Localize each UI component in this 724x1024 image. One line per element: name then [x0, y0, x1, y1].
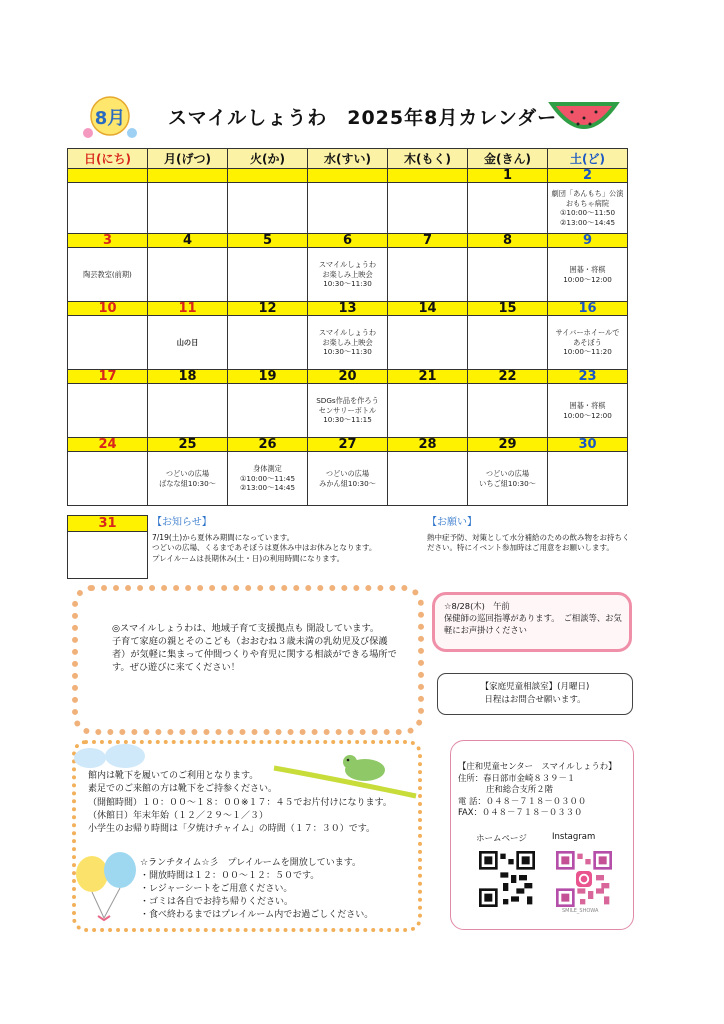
- event-cell: [68, 452, 148, 506]
- info-line: （休館日）年末年始（１２／２９～１／３）: [88, 810, 269, 821]
- page-title: スマイルしょうわ 2025年8月カレンダー: [168, 107, 558, 129]
- date-cell: 30: [548, 438, 628, 452]
- event-cell: サイバーホイールで あそぼう 10:00～11:20: [548, 316, 628, 370]
- center-tel: 電 話：０４８－７１８－０３００: [458, 795, 587, 806]
- notice-section: [152, 518, 422, 564]
- event-cell: [68, 316, 148, 370]
- weekday-sun: 日(にち): [68, 149, 148, 169]
- date-cell: [148, 169, 228, 183]
- info-line: 館内は靴下を履いてのご利用となります。: [88, 771, 259, 781]
- event-cell: 囲碁・将棋 10:00～12:00: [548, 248, 628, 302]
- weekday-tue: 火(か): [228, 149, 308, 169]
- date-cell: 28: [388, 438, 468, 452]
- event-cell: 陶芸教室(前期): [68, 248, 148, 302]
- weekday-wed: 水(すい): [308, 149, 388, 169]
- date-cell: 23: [548, 370, 628, 384]
- date-cell: [228, 169, 308, 183]
- date-cell: 19: [228, 370, 308, 384]
- event-cell: [148, 248, 228, 302]
- date-cell: 20: [308, 370, 388, 384]
- event-cell: [468, 384, 548, 438]
- date-cell: 5: [228, 234, 308, 248]
- lunch-item: ・レジャーシートをご用意ください。: [140, 884, 293, 894]
- facility-info: [88, 770, 418, 836]
- weekday-mon: 月(げつ): [148, 149, 228, 169]
- event-cell: [228, 183, 308, 234]
- badge-text: 8月: [94, 108, 126, 129]
- week-1-dates: [68, 169, 628, 183]
- center-address: 住所：春日部市金崎８３９－１: [458, 772, 576, 783]
- event-cell: つどいの広場 みかん組10:30～: [308, 452, 388, 506]
- event-cell: スマイルしょうわ お楽しみ上映会 10:30～11:30: [308, 316, 388, 370]
- event-cell: [388, 316, 468, 370]
- week-2-dates: [68, 234, 628, 248]
- date-cell: 17: [68, 370, 148, 384]
- event-cell: SDGs作品を作ろう センサリーボトル 10:30～11:15: [308, 384, 388, 438]
- holiday-label: 山の日: [148, 316, 228, 370]
- center-contact: [458, 761, 634, 819]
- date-cell: 22: [468, 370, 548, 384]
- date-cell: 1: [468, 169, 548, 183]
- info-line: 小学生のお帰り時間は「夕焼けチャイム」の時間（１７：３０）です。: [88, 824, 376, 835]
- date-cell: 21: [388, 370, 468, 384]
- date-cell: 9: [548, 234, 628, 248]
- date-31-cell: [67, 515, 148, 579]
- date-cell: 2: [548, 169, 628, 183]
- notice-line: つどいの広場、くるまであそぼうは夏休み中はお休みとなります。: [152, 543, 377, 552]
- week-1-events: [68, 183, 628, 234]
- weekday-sat: 土(ど): [548, 149, 628, 169]
- homepage-label: ホームページ: [476, 834, 527, 844]
- balloons-icon: [70, 850, 150, 930]
- consultation-title: 【家庭児童相談室】(月曜日): [480, 682, 590, 692]
- info-line: （開館時間）１０：００～１８：００※１７：４５でお片付けになります。: [88, 797, 392, 808]
- event-cell: [468, 183, 548, 234]
- date-cell: [308, 169, 388, 183]
- event-cell: [548, 452, 628, 506]
- week-5-dates: [68, 438, 628, 452]
- request-text: 熱中症予防、対策として水分補給のための飲み物をお持ちください。特にイベント参加時はご用意をお願いします。: [427, 532, 630, 552]
- date-cell: 13: [308, 302, 388, 316]
- center-address-2: 庄和総合支所２階: [486, 784, 553, 794]
- date-cell: 24: [68, 438, 148, 452]
- date-cell: 27: [308, 438, 388, 452]
- about-line: ◎スマイルしょうわは、地域子育て支援拠点も 開設しています。: [112, 623, 380, 634]
- weekday-header-row: [68, 149, 628, 169]
- event-cell: [68, 183, 148, 234]
- event-cell: [388, 384, 468, 438]
- date-cell: [388, 169, 468, 183]
- weekday-fri: 金(きん): [468, 149, 548, 169]
- lunch-title: ☆ランチタイム☆彡 プレイルームを開放しています。: [140, 858, 361, 868]
- event-cell: [68, 384, 148, 438]
- date-cell: 7: [388, 234, 468, 248]
- consultation-note: 日程はお問合せ願います。: [484, 695, 586, 705]
- event-cell: [228, 316, 308, 370]
- about-text: [112, 622, 397, 674]
- event-cell: [148, 183, 228, 234]
- event-cell: [308, 183, 388, 234]
- request-heading: 【お願い】: [427, 517, 477, 528]
- event-cell: [228, 384, 308, 438]
- notice-heading: 【お知らせ】: [152, 517, 212, 528]
- center-fax: FAX：０４８－７１８－０３３０: [458, 807, 583, 817]
- event-cell: 囲碁・将棋 10:00～12:00: [548, 384, 628, 438]
- week-4-dates: [68, 370, 628, 384]
- event-cell: つどいの広場 ばなな組10:30～: [148, 452, 228, 506]
- date-31-number: 31: [68, 516, 147, 532]
- event-cell: 身体測定 ①10:00～11:45 ②13:00～14:45: [228, 452, 308, 506]
- health-text: 保健師の巡回指導があります。 ご相談等、お気軽にお声掛けください: [444, 613, 622, 635]
- week-3-dates: [68, 302, 628, 316]
- event-cell: [388, 452, 468, 506]
- instagram-qr-code[interactable]: [556, 851, 612, 907]
- notice-line: プレイルームは長期休み(土・日)の利用時間になります。: [152, 553, 345, 563]
- weekday-thu: 木(もく): [388, 149, 468, 169]
- date-cell-holiday: 11: [148, 302, 228, 316]
- event-cell: [388, 248, 468, 302]
- event-cell: [468, 248, 548, 302]
- lunch-time-section: [140, 857, 420, 922]
- health-notice: [444, 600, 630, 636]
- august-badge-illustration: [80, 95, 140, 141]
- date-cell: 14: [388, 302, 468, 316]
- date-cell: 15: [468, 302, 548, 316]
- consultation-box: [437, 673, 633, 715]
- week-2-events: [68, 248, 628, 302]
- date-cell: 29: [468, 438, 548, 452]
- date-cell: [68, 169, 148, 183]
- week-5-events: [68, 452, 628, 506]
- date-cell: 10: [68, 302, 148, 316]
- week-3-events: [68, 316, 628, 370]
- info-line: 素足でのご来館の方は靴下をご持参ください。: [88, 784, 278, 795]
- date-cell: 8: [468, 234, 548, 248]
- week-4-events: [68, 384, 628, 438]
- date-cell: 4: [148, 234, 228, 248]
- date-cell: 3: [68, 234, 148, 248]
- event-cell: 劇団「あんもち」公演 おもちゃ病院 ①10:00～11:50 ②13:00～14:45: [548, 183, 628, 234]
- homepage-qr-code[interactable]: [479, 851, 535, 907]
- date-cell: 25: [148, 438, 228, 452]
- date-cell: 16: [548, 302, 628, 316]
- date-cell: 18: [148, 370, 228, 384]
- event-cell: つどいの広場 いちご組10:30～: [468, 452, 548, 506]
- event-cell: [228, 248, 308, 302]
- health-date: ☆8/28(木) 午前: [444, 601, 510, 611]
- date-cell: 12: [228, 302, 308, 316]
- event-cell: [148, 384, 228, 438]
- event-cell: スマイルしょうわ お楽しみ上映会 10:30～11:30: [308, 248, 388, 302]
- instagram-handle: SMILE_SHOWA: [562, 908, 599, 914]
- august-calendar: [67, 148, 628, 580]
- lunch-item: ・開放時間は１２：００～１２：５０です。: [140, 871, 320, 881]
- request-section: [427, 518, 633, 554]
- about-line: 子育て家庭の親とそのこども（おおむね３歳未満の乳幼児及び保護者）が気軽に集まって仲間つくりや育児に関する相談ができる場所です。ぜひ遊びに来てください！: [112, 636, 397, 673]
- notice-line: 7/19(土)から夏休み期間になっています。: [152, 532, 295, 542]
- date-cell: 6: [308, 234, 388, 248]
- center-name: 【庄和児童センター スマイルしょうわ】: [458, 761, 617, 771]
- lunch-item: ・食べ終わるまではプレイルーム内でお過ごしください。: [140, 910, 374, 920]
- date-cell: 26: [228, 438, 308, 452]
- cloud-icon: [70, 740, 160, 770]
- event-cell: [388, 183, 468, 234]
- event-cell: [468, 316, 548, 370]
- lunch-item: ・ゴミは各自でお持ち帰りください。: [140, 897, 294, 907]
- watermelon-icon: [548, 98, 620, 140]
- instagram-label: Instagram: [552, 832, 596, 842]
